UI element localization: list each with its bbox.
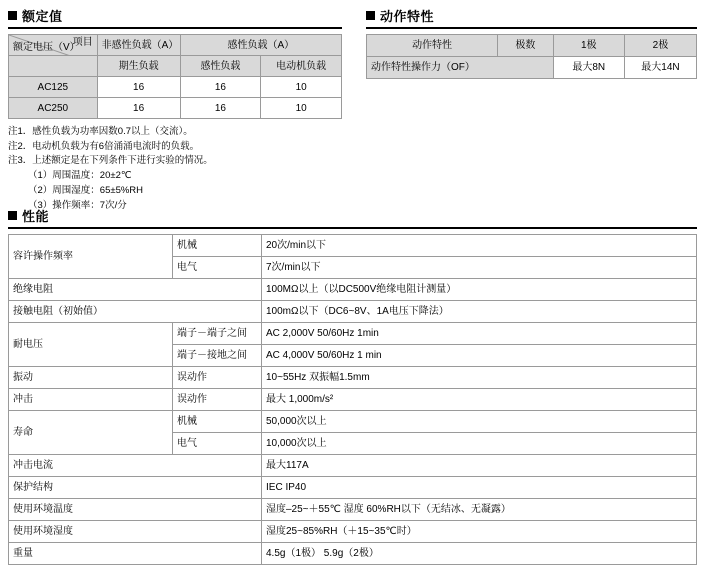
action-header-pole1: 1极: [553, 35, 624, 57]
note-line: （2）周围湿度：65±5%RH: [28, 184, 144, 196]
table-row: [9, 323, 697, 345]
ratings-notes: [8, 125, 342, 213]
table-row: [9, 521, 697, 543]
perf-label: 冲击电流: [9, 455, 262, 477]
note-line: 注1．感性负载为功率因数0.7以上（交流）。: [8, 126, 193, 137]
table-row: [9, 301, 697, 323]
action-heading: [366, 6, 697, 29]
action-table: [366, 34, 697, 79]
perf-value: AC 4,000V 50/60Hz 1 min: [262, 345, 697, 367]
ratings-subheader-inductive: 感性负载: [180, 56, 261, 77]
action-title: 动作特性: [380, 9, 435, 24]
table-row: [9, 455, 697, 477]
ratings-header-inductive: 感性负载（A）: [180, 35, 341, 56]
table-row: [9, 235, 697, 257]
performance-section: [8, 206, 697, 565]
perf-label: 使用环境温度: [9, 499, 262, 521]
table-row: [9, 35, 342, 56]
action-header-pole2: 2极: [624, 35, 696, 57]
perf-value: 10,000次以上: [262, 433, 697, 455]
bullet-square-icon: [8, 211, 17, 220]
perf-label: 冲击: [9, 389, 173, 411]
table-row: [9, 389, 697, 411]
table-row: [9, 98, 342, 119]
table-row: [9, 543, 697, 565]
ratings-row-motor: 10: [261, 77, 342, 98]
ratings-section: [8, 6, 342, 213]
table-row: [9, 56, 342, 77]
note-line: （1）周围温度：20±2℃: [28, 170, 132, 182]
performance-table: [8, 234, 697, 565]
ratings-header-item: 项目: [72, 37, 93, 48]
ratings-row-resistive: 16: [97, 77, 180, 98]
perf-label: 绝缘电阻: [9, 279, 262, 301]
perf-value: 100mΩ以下（DC6~8V、1A电压下降法）: [262, 301, 697, 323]
bullet-square-icon: [366, 11, 375, 20]
perf-value: 湿度25~85%RH（＋15~35℃时）: [262, 521, 697, 543]
note-line: 注3．上述额定是在下列条件下进行实验的情况。: [8, 155, 213, 167]
performance-title: 性能: [22, 209, 50, 224]
action-row-label: 动作特性操作力（OF）: [367, 57, 554, 79]
perf-sublabel: 机械: [173, 411, 262, 433]
table-row: [9, 77, 342, 98]
perf-label: 保护结构: [9, 477, 262, 499]
ratings-diagonal-header: [9, 35, 98, 56]
table-row: [9, 367, 697, 389]
perf-value: 20次/min以下: [262, 235, 697, 257]
perf-sublabel: 误动作: [173, 389, 262, 411]
perf-label: 接触电阻（初始值）: [9, 301, 262, 323]
perf-value: 4.5g（1极） 5.9g（2极）: [262, 543, 697, 565]
perf-sublabel: 电气: [173, 433, 262, 455]
perf-sublabel: 端子－接地之间: [173, 345, 262, 367]
ratings-row-inductive: 16: [180, 98, 261, 119]
perf-label: 振动: [9, 367, 173, 389]
ratings-row-resistive: 16: [97, 98, 180, 119]
action-characteristics-section: [366, 6, 697, 79]
ratings-row-motor: 10: [261, 98, 342, 119]
perf-label: 重量: [9, 543, 262, 565]
performance-heading: [8, 206, 697, 229]
ratings-subheader-motor: 电动机负载: [261, 56, 342, 77]
ratings-heading: [8, 6, 342, 29]
perf-label: 耐电压: [9, 323, 173, 367]
perf-value: 最大 1,000m/s²: [262, 389, 697, 411]
ratings-subheader-resistive: 期生负载: [97, 56, 180, 77]
note-line: （3）操作频率：7次/分: [28, 199, 127, 211]
table-row: [9, 499, 697, 521]
ratings-subheader-blank: [9, 56, 98, 77]
perf-value: AC 2,000V 50/60Hz 1min: [262, 323, 697, 345]
perf-label: 寿命: [9, 411, 173, 455]
perf-label: 容许操作频率: [9, 235, 173, 279]
ratings-header-non-inductive: 非感性负载（A）: [97, 35, 180, 56]
table-row: [9, 279, 697, 301]
perf-sublabel: 误动作: [173, 367, 262, 389]
perf-sublabel: 电气: [173, 257, 262, 279]
perf-value: IEC IP40: [262, 477, 697, 499]
table-row: [9, 411, 697, 433]
perf-sublabel: 机械: [173, 235, 262, 257]
action-row-pole2: 最大14N: [624, 57, 696, 79]
perf-value: 7次/min以下: [262, 257, 697, 279]
ratings-table: [8, 34, 342, 119]
perf-value: 湿度–25~＋55℃ 湿度 60%RH以下（无结冰、无凝露）: [262, 499, 697, 521]
perf-sublabel: 端子－端子之间: [173, 323, 262, 345]
perf-label: 使用环境湿度: [9, 521, 262, 543]
ratings-row-voltage: AC125: [9, 77, 98, 98]
table-row: [367, 57, 697, 79]
note-line: 注2．电动机负载为有6倍涌涌电流时的负载。: [8, 140, 200, 152]
bullet-square-icon: [8, 11, 17, 20]
ratings-row-voltage: AC250: [9, 98, 98, 119]
ratings-title: 额定值: [22, 9, 63, 24]
action-header-characteristic: 动作特性: [367, 35, 498, 57]
perf-value: 10~55Hz 双振幅1.5mm: [262, 367, 697, 389]
perf-value: 最大117A: [262, 455, 697, 477]
ratings-row-inductive: 16: [180, 77, 261, 98]
table-row: [367, 35, 697, 57]
perf-value: 50,000次以上: [262, 411, 697, 433]
ratings-header-rated-voltage: 额定电压（V）: [13, 42, 80, 53]
perf-value: 100MΩ以上（以DC500V绝缘电阻计测量）: [262, 279, 697, 301]
action-row-pole1: 最大8N: [553, 57, 624, 79]
action-header-poles: 极数: [498, 35, 554, 57]
